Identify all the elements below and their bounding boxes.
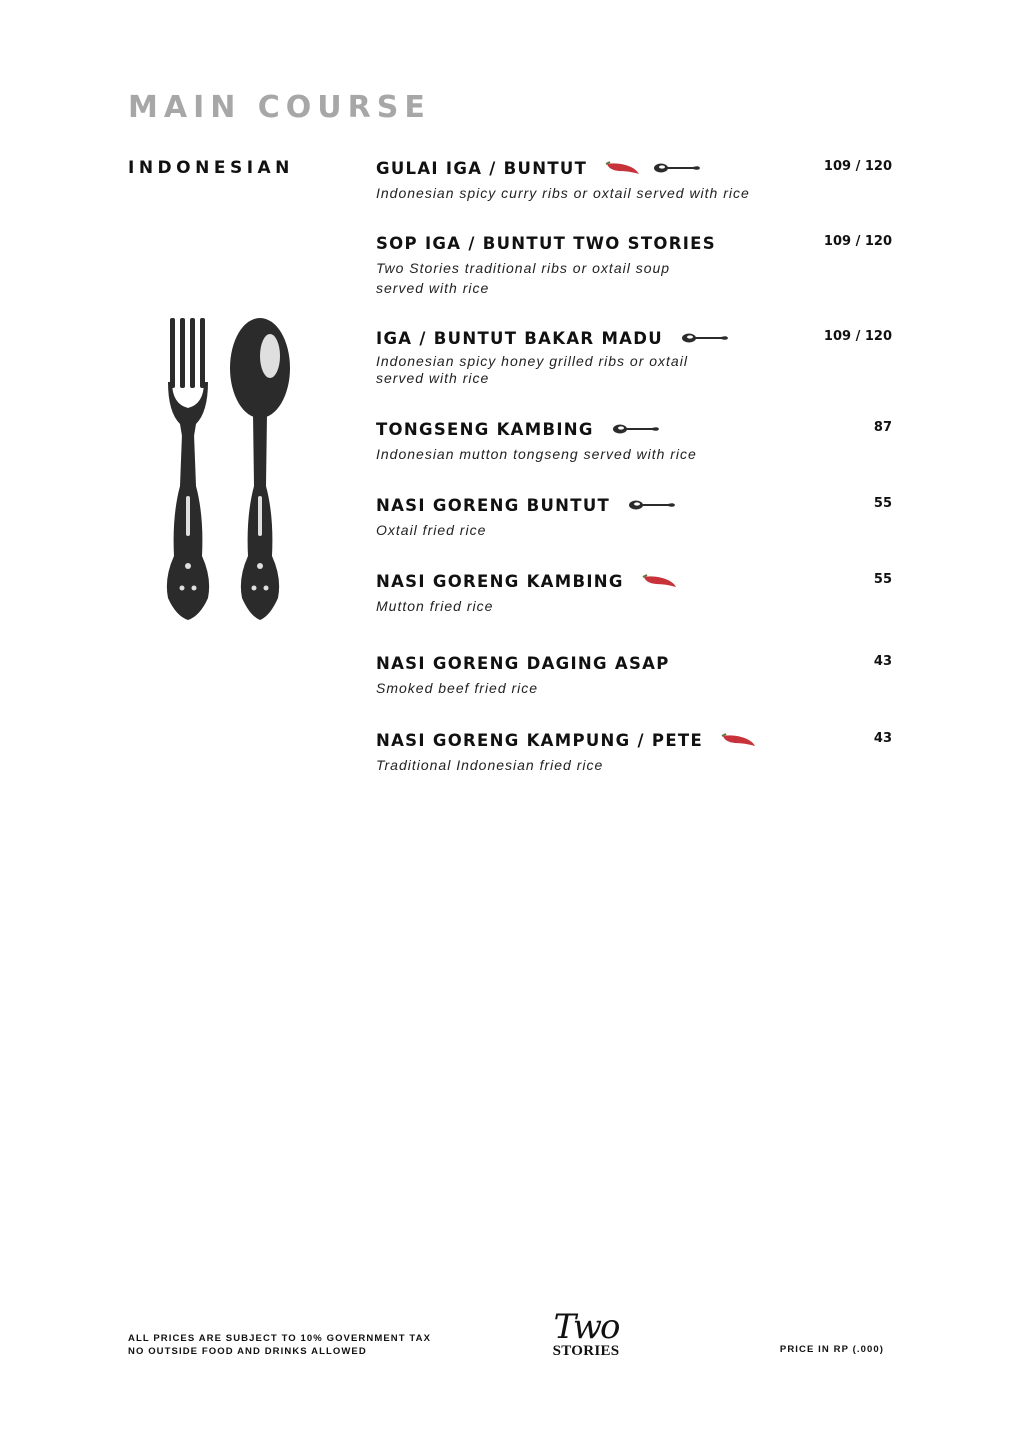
- item-price: 87: [873, 420, 892, 435]
- item-description: Smoked beef fried rice: [376, 680, 539, 696]
- menu-item: [376, 232, 892, 298]
- item-name: IGA / BUNTUT BAKAR MADU: [376, 328, 663, 348]
- item-name: NASI GORENG DAGING ASAP: [376, 653, 670, 673]
- logo: [546, 1307, 626, 1359]
- item-name: NASI GORENG KAMBING: [376, 571, 624, 591]
- item-description: Traditional Indonesian fried rice: [376, 757, 604, 773]
- item-price: 55: [873, 496, 892, 511]
- tax-note: ALL PRICES ARE SUBJECT TO 10% GOVERNMENT TAX: [128, 1333, 432, 1344]
- item-name: GULAI IGA / BUNTUT: [376, 158, 588, 178]
- menu-item: [376, 729, 892, 775]
- item-price: 109 / 120: [823, 159, 892, 174]
- spoon-icon: [681, 332, 729, 344]
- chili-icon: [642, 574, 678, 588]
- chili-icon: [605, 161, 641, 175]
- menu-item: [376, 570, 892, 616]
- fork-and-spoon-icon: [160, 316, 290, 622]
- item-description: Indonesian mutton tongseng served with rice: [376, 446, 697, 462]
- spoon-icon: [612, 423, 660, 435]
- logo-word: STORIES: [552, 1343, 620, 1359]
- item-name: NASI GORENG KAMPUNG / PETE: [376, 730, 704, 750]
- item-name: SOP IGA / BUNTUT TWO STORIES: [376, 233, 716, 253]
- outside-food-note: NO OUTSIDE FOOD AND DRINKS ALLOWED: [128, 1346, 367, 1357]
- item-price: 43: [873, 731, 892, 746]
- item-price: 43: [873, 654, 892, 669]
- menu-item: [376, 327, 892, 387]
- chili-icon: [721, 733, 757, 747]
- item-description: Mutton fried rice: [376, 598, 494, 614]
- menu-item: [376, 157, 892, 203]
- spoon-icon: [653, 162, 701, 174]
- item-description: Oxtail fried rice: [376, 522, 487, 538]
- category-heading: INDONESIAN: [128, 158, 294, 178]
- item-price: 109 / 120: [823, 329, 892, 344]
- item-name: NASI GORENG BUNTUT: [376, 495, 611, 515]
- spoon-icon: [628, 499, 676, 511]
- item-description: Indonesian spicy honey grilled ribs or oxtail served with rice: [376, 353, 688, 386]
- menu-item: [376, 418, 892, 464]
- item-price: 55: [873, 572, 892, 587]
- menu-item: [376, 652, 892, 698]
- item-name: TONGSENG KAMBING: [376, 419, 594, 439]
- menu-item: [376, 494, 892, 540]
- price-currency-note: PRICE IN RP (.000): [779, 1344, 884, 1355]
- footer-notes: [128, 1332, 431, 1358]
- logo-script: Two: [553, 1307, 619, 1347]
- item-price: 109 / 120: [823, 234, 892, 249]
- page-title: MAIN COURSE: [128, 90, 431, 125]
- item-description: Indonesian spicy curry ribs or oxtail served with rice: [376, 185, 750, 201]
- item-description: Two Stories traditional ribs or oxtail soup served with rice: [376, 260, 671, 296]
